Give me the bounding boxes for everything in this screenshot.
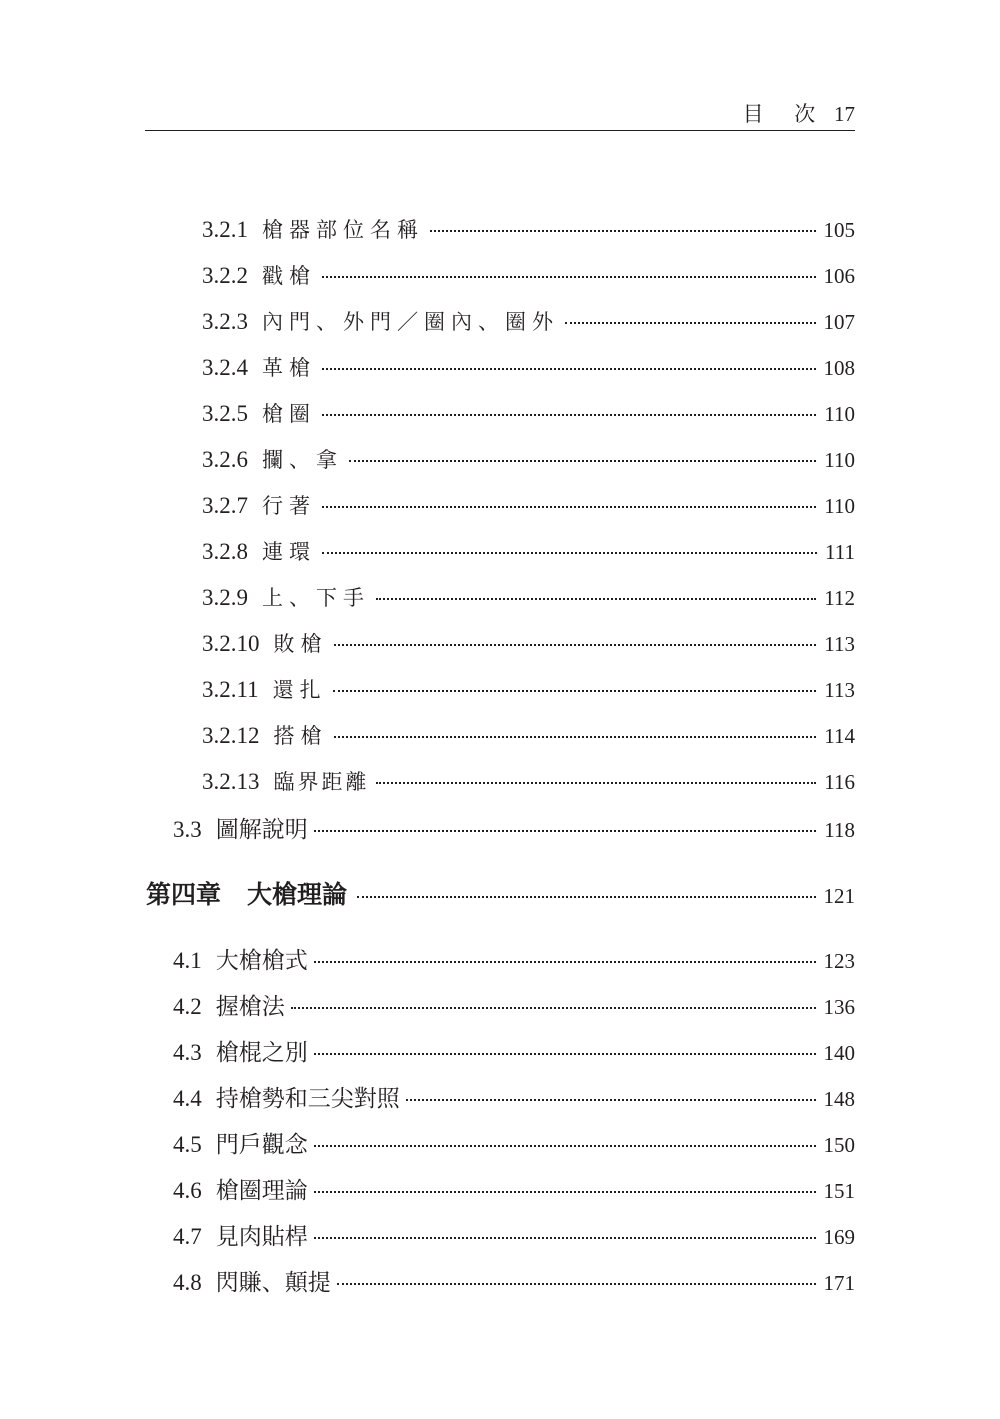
entry-number: 3.2.3 (202, 309, 248, 334)
entry-title: 槍圈理論 (215, 1178, 308, 1204)
toc-entry-4-2[interactable] (173, 988, 855, 1018)
entry-page: 136 (823, 995, 855, 1019)
running-header (145, 96, 855, 131)
entry-title: 圖解說明 (215, 817, 308, 843)
entry-page: 169 (823, 1225, 855, 1249)
entry-title: 握槍法 (215, 994, 285, 1020)
entry-page: 113 (824, 678, 855, 702)
entry-number: 3.3 (173, 817, 202, 842)
entry-title: 還扎 (272, 678, 327, 702)
entry-page: 171 (823, 1271, 855, 1295)
entry-page: 110 (824, 494, 855, 518)
toc-entry-3-2-8[interactable] (202, 536, 855, 566)
entry-page: 108 (823, 356, 855, 380)
toc-entry-4-6[interactable] (173, 1172, 855, 1202)
toc-entry-3-2-3[interactable] (202, 306, 855, 336)
entry-number: 4.5 (173, 1132, 202, 1157)
entry-number: 3.2.8 (202, 539, 248, 564)
toc-entry-4-8[interactable] (173, 1264, 855, 1294)
toc-entry-3-2-13[interactable] (202, 766, 855, 796)
toc-entry-3-2-4[interactable] (202, 352, 855, 382)
entry-number: 3.2.6 (202, 447, 248, 472)
entry-number: 4.4 (173, 1086, 202, 1111)
entry-title: 臨界距離 (273, 770, 370, 794)
chapter-title: 大槍理論 (247, 880, 348, 909)
entry-number: 4.3 (173, 1040, 202, 1065)
entry-page: 107 (823, 310, 855, 334)
entry-title: 大槍槍式 (215, 948, 308, 974)
entry-number: 3.2.12 (202, 723, 260, 748)
header-text (743, 98, 855, 128)
dot-leader (406, 1099, 816, 1101)
entry-page: 110 (824, 402, 855, 426)
entry-page: 116 (824, 770, 855, 794)
dot-leader (376, 782, 817, 784)
toc-entry-3-2-9[interactable] (202, 582, 855, 612)
entry-title: 攔、拿 (262, 448, 343, 472)
chapter-label: 第四章 (146, 880, 222, 909)
entry-number: 4.7 (173, 1224, 202, 1249)
entry-page: 123 (823, 949, 855, 973)
toc-entry-3-2-11[interactable] (202, 674, 855, 704)
toc-entry-4-1[interactable] (173, 942, 855, 972)
entry-title: 槍器部位名稱 (262, 218, 424, 242)
toc-entry-3-2-1[interactable] (202, 214, 855, 244)
entry-number: 3.2.9 (202, 585, 248, 610)
dot-leader (314, 1145, 816, 1147)
toc-entry-3-3[interactable] (173, 811, 855, 841)
entry-title: 上、下手 (262, 586, 370, 610)
dot-leader (314, 961, 816, 963)
entry-title: 行著 (262, 494, 316, 518)
dot-leader (314, 1191, 816, 1193)
dot-leader (314, 830, 817, 832)
entry-page: 106 (823, 264, 855, 288)
dot-leader (565, 322, 816, 324)
toc-entry-3-2-2[interactable] (202, 260, 855, 290)
toc-entry-3-2-7[interactable] (202, 490, 855, 520)
entry-title: 戳槍 (262, 264, 316, 288)
entry-title: 持槍勢和三尖對照 (215, 1086, 400, 1112)
entry-number: 4.2 (173, 994, 202, 1019)
entry-page: 140 (823, 1041, 855, 1065)
entry-page: 148 (823, 1087, 855, 1111)
entry-number: 3.2.1 (202, 217, 248, 242)
header-title: 目 次 (742, 102, 828, 126)
chapter-page: 121 (823, 884, 855, 908)
dot-leader (333, 690, 817, 692)
entry-number: 3.2.7 (202, 493, 248, 518)
entry-page: 150 (823, 1133, 855, 1157)
dot-leader (334, 644, 817, 646)
toc-entry-3-2-5[interactable] (202, 398, 855, 428)
entry-page: 151 (823, 1179, 855, 1203)
entry-title: 閃賺、顛提 (215, 1270, 331, 1296)
toc-chapter-4[interactable] (146, 875, 855, 909)
entry-page: 113 (824, 632, 855, 656)
entry-page: 118 (824, 818, 855, 842)
dot-leader (337, 1283, 816, 1285)
entry-number: 3.2.10 (202, 631, 260, 656)
entry-title: 門戶觀念 (215, 1132, 308, 1158)
entry-number: 3.2.11 (202, 677, 259, 702)
entry-number: 3.2.13 (202, 769, 260, 794)
toc-entry-3-2-10[interactable] (202, 628, 855, 658)
toc-entry-3-2-6[interactable] (202, 444, 855, 474)
entry-page: 111 (825, 540, 855, 564)
dot-leader (314, 1053, 816, 1055)
entry-number: 3.2.4 (202, 355, 248, 380)
toc-entry-4-3[interactable] (173, 1034, 855, 1064)
dot-leader (430, 230, 816, 232)
dot-leader (314, 1237, 816, 1239)
entry-page: 105 (823, 218, 855, 242)
entry-number: 4.8 (173, 1270, 202, 1295)
entry-title: 槍圈 (262, 402, 316, 426)
entry-title: 革槍 (262, 356, 316, 380)
dot-leader (376, 598, 816, 600)
dot-leader (322, 506, 816, 508)
dot-leader (357, 896, 815, 898)
dot-leader (322, 368, 816, 370)
dot-leader (334, 736, 817, 738)
entry-title: 連環 (262, 540, 316, 564)
dot-leader (322, 552, 817, 554)
entry-title: 搭槍 (273, 724, 328, 748)
entry-page: 112 (824, 586, 855, 610)
dot-leader (349, 460, 816, 462)
entry-title: 槍棍之別 (215, 1040, 308, 1066)
toc-entry-4-4[interactable] (173, 1080, 855, 1110)
entry-page: 110 (824, 448, 855, 472)
dot-leader (291, 1007, 816, 1009)
entry-number: 4.1 (173, 948, 202, 973)
toc-entry-4-7[interactable] (173, 1218, 855, 1248)
toc-entry-4-5[interactable] (173, 1126, 855, 1156)
dot-leader (322, 414, 816, 416)
dot-leader (322, 276, 816, 278)
entry-title: 內門、外門／圈內、圈外 (262, 310, 559, 334)
entry-number: 3.2.5 (202, 401, 248, 426)
entry-page: 114 (824, 724, 855, 748)
entry-number: 4.6 (173, 1178, 202, 1203)
entry-title: 敗槍 (273, 632, 328, 656)
entry-title: 見肉貼桿 (215, 1224, 308, 1250)
header-page-number: 17 (834, 102, 855, 126)
toc-entry-3-2-12[interactable] (202, 720, 855, 750)
entry-number: 3.2.2 (202, 263, 248, 288)
